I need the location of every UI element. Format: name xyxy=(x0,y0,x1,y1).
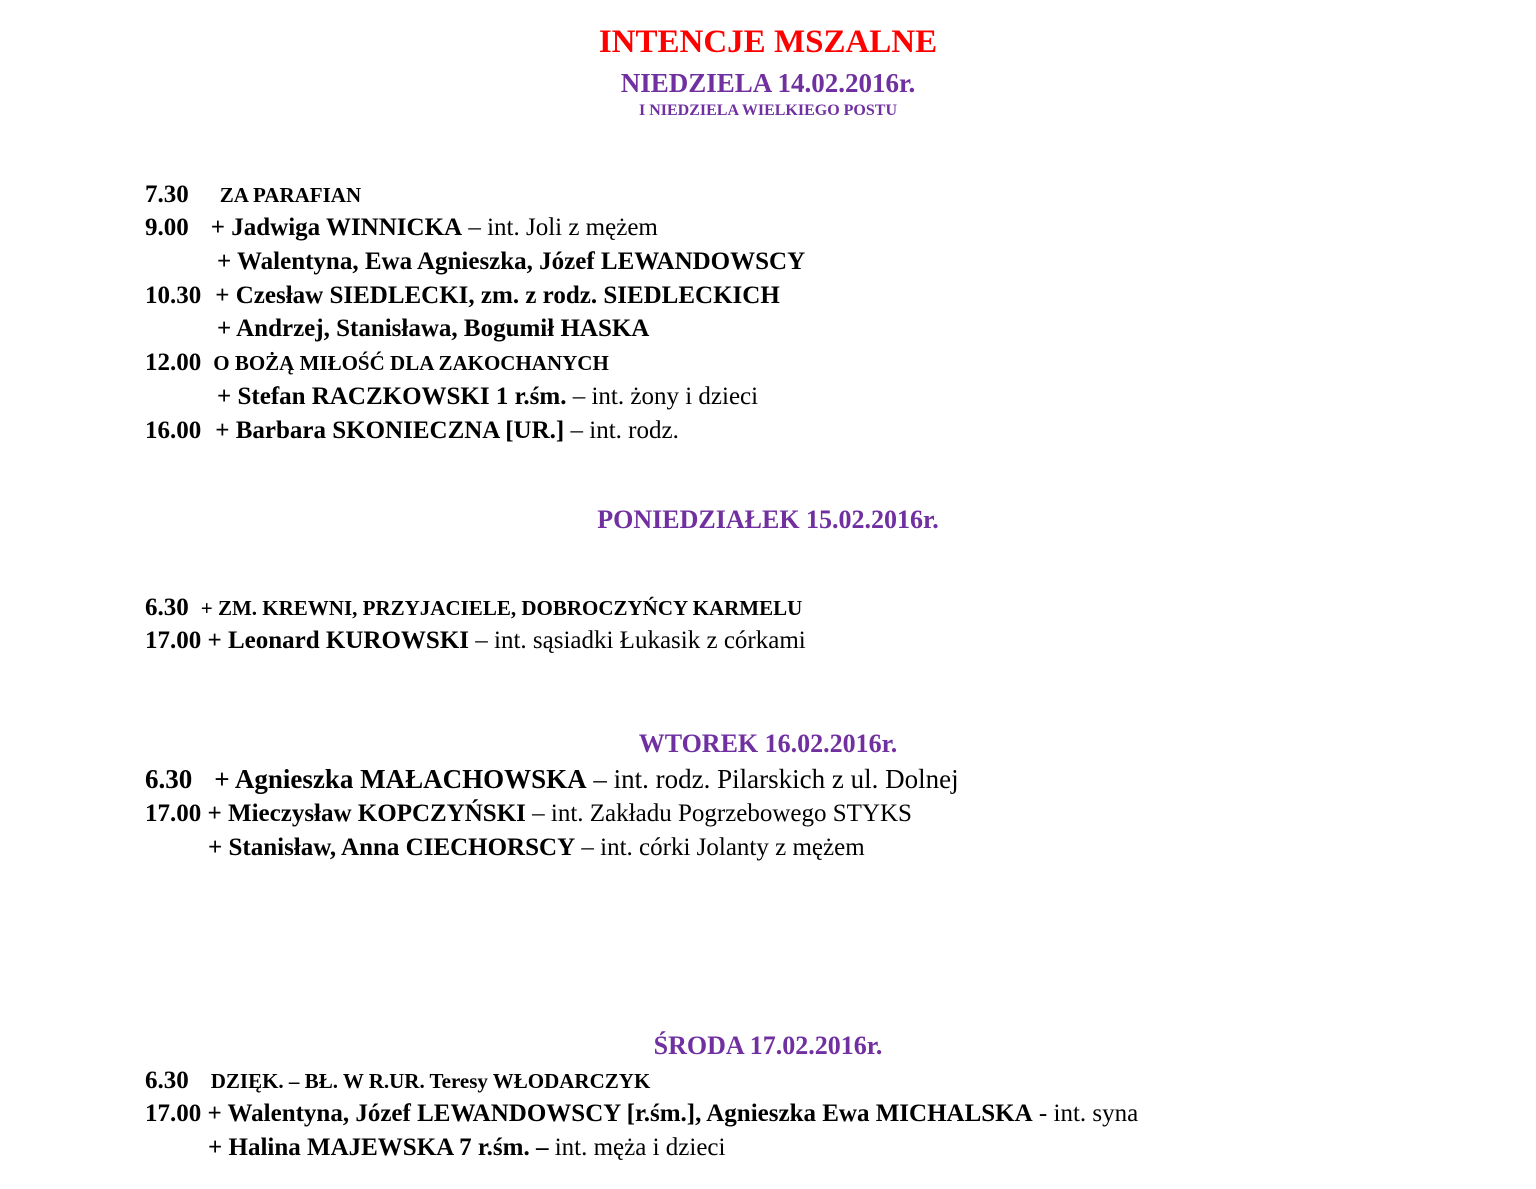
intention-text: ZA PARAFIAN xyxy=(219,183,362,207)
intention-requester: – int. sąsiadki Łukasik z córkami xyxy=(475,627,806,654)
tuesday-heading-text: WTOREK 16.02.2016r. xyxy=(638,729,898,758)
intention-names: + Andrzej, Stanisława, Bogumił HASKA xyxy=(217,315,650,342)
mass-time: 6.30 xyxy=(145,1067,189,1094)
intention-requester: – int. rodz. xyxy=(570,417,679,444)
mass-time: 9.00 xyxy=(145,214,189,241)
mass-intention-line xyxy=(145,593,802,623)
mass-intention-line xyxy=(217,314,649,344)
intention-names: + Walentyna, Józef LEWANDOWSCY [r.śm.], Agnieszka Ewa MICHALSKA xyxy=(207,1100,1033,1127)
intention-text: O BOŻĄ MIŁOŚĆ DLA ZAKOCHANYCH xyxy=(213,351,609,375)
intention-requester: – int. Zakładu Pogrzebowego STYKS xyxy=(532,800,912,827)
intention-requester: – int. córki Jolanty z mężem xyxy=(581,834,865,861)
mass-intention-line xyxy=(217,382,758,412)
intention-requester: – int. Joli z mężem xyxy=(468,214,658,241)
intention-names: + Halina MAJEWSKA 7 r.śm. – xyxy=(208,1134,549,1161)
mass-time: 6.30 xyxy=(145,594,189,621)
mass-intention-line xyxy=(145,213,658,243)
mass-time: 7.30 xyxy=(145,181,189,208)
mass-time: 16.00 xyxy=(145,417,202,444)
mass-intention-line xyxy=(145,626,806,656)
mass-time: 10.30 xyxy=(145,282,202,309)
mass-intention-line xyxy=(145,348,609,378)
mass-intention-line xyxy=(145,764,959,794)
intention-requester: int. męża i dzieci xyxy=(554,1134,726,1161)
intention-names: + Leonard KUROWSKI xyxy=(207,627,469,654)
intention-names: + Czesław SIEDLECKI, zm. z rodz. SIEDLECKICH xyxy=(215,282,780,309)
intention-names: + Barbara SKONIECZNA [UR.] xyxy=(215,417,565,444)
mass-intention-line xyxy=(145,1066,650,1096)
page-title: INTENCJE MSZALNE xyxy=(598,24,938,60)
mass-intention-line xyxy=(145,1099,1138,1129)
intention-names: + Stefan RACZKOWSKI 1 r.śm. xyxy=(217,383,567,410)
intention-text: + ZM. KREWNI, PRZYJACIELE, DOBROCZYŃCY KARMELU xyxy=(200,596,803,620)
sunday-date-heading: NIEDZIELA 14.02.2016r. xyxy=(620,68,916,98)
intention-requester: – int. rodz. Pilarskich z ul. Dolnej xyxy=(593,764,959,794)
mass-time: 17.00 xyxy=(145,627,202,654)
mass-intention-line xyxy=(145,416,679,446)
intention-names: + Jadwiga WINNICKA xyxy=(210,214,463,241)
intention-names: + Mieczysław KOPCZYŃSKI xyxy=(207,800,526,827)
intention-names: + Agnieszka MAŁACHOWSKA xyxy=(214,764,587,794)
mass-time: 12.00 xyxy=(145,349,202,376)
mass-time: 17.00 xyxy=(145,1100,202,1127)
mass-intention-line xyxy=(145,281,780,311)
intention-requester: - int. syna xyxy=(1038,1100,1139,1127)
mass-time: 17.00 xyxy=(145,800,202,827)
mass-intention-line xyxy=(208,833,865,863)
intention-names: + Walentyna, Ewa Agnieszka, Józef LEWANDOWSCY xyxy=(217,248,806,275)
mass-intention-line xyxy=(145,180,361,210)
tuesday-heading xyxy=(0,729,1536,759)
mass-time: 6.30 xyxy=(145,764,193,794)
sunday-liturgical-name: I NIEDZIELA WIELKIEGO POSTU xyxy=(638,102,897,119)
monday-heading: PONIEDZIAŁEK 15.02.2016r. xyxy=(597,505,939,534)
wednesday-heading: ŚRODA 17.02.2016r. xyxy=(653,1031,883,1060)
mass-intention-line xyxy=(208,1133,725,1163)
mass-intention-line xyxy=(217,247,805,277)
mass-intention-line xyxy=(145,799,912,829)
intention-text: DZIĘK. – BŁ. W R.UR. Teresy WŁODARCZYK xyxy=(210,1069,651,1093)
intention-requester: – int. żony i dzieci xyxy=(572,383,759,410)
intention-names: + Stanisław, Anna CIECHORSCY xyxy=(208,834,576,861)
